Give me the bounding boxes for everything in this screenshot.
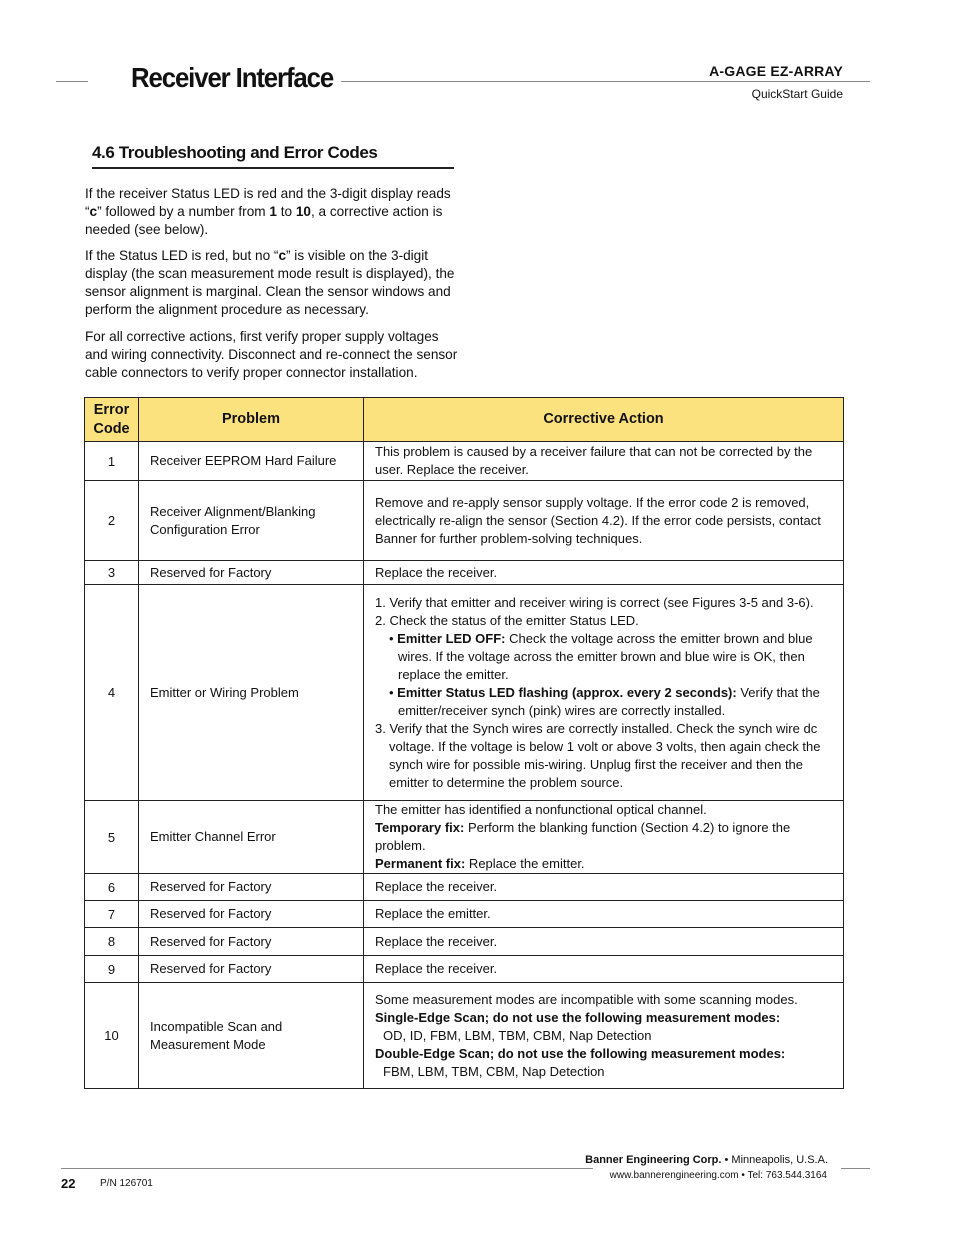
header-corrective-action: Corrective Action	[364, 398, 844, 442]
table-row	[85, 801, 844, 874]
error-code-cell: 5	[85, 801, 139, 874]
page-title: Receiver Interface	[131, 62, 334, 93]
action-cell: Replace the receiver.	[364, 956, 844, 983]
problem-cell: Reserved for Factory	[139, 901, 364, 928]
error-code-cell: 2	[85, 481, 139, 561]
error-code-cell: 6	[85, 874, 139, 901]
page-number: 22	[61, 1176, 76, 1191]
error-code-cell: 8	[85, 928, 139, 956]
action-step-3: 3. Verify that the Synch wires are correctly installed. Check the synch wire dc	[375, 720, 818, 736]
action-cell: Replace the receiver.	[364, 928, 844, 956]
problem-cell: Receiver Alignment/Blanking Configuration Error	[139, 481, 364, 561]
intro-paragraph-1: If the receiver Status LED is red and the 3-digit display reads “c” followed by a number from 1 to 10, a corrective action is needed (see below).	[85, 186, 451, 237]
table-row	[85, 928, 844, 956]
table-row	[85, 983, 844, 1089]
problem-cell: Emitter or Wiring Problem	[139, 585, 364, 801]
action-cell: Replace the emitter.	[364, 901, 844, 928]
footer-rule-left	[61, 1168, 593, 1169]
table-row	[85, 956, 844, 983]
problem-cell: Reserved for Factory	[139, 874, 364, 901]
error-code-cell: 7	[85, 901, 139, 928]
problem-cell: Receiver EEPROM Hard Failure	[139, 442, 364, 481]
action-bullet-1: • Emitter LED OFF: Check the voltage across the emitter brown and blue wires. If the voltage across the emitter brown and blue wire is OK, then replace the emitter.	[389, 630, 813, 682]
footer-contact: www.bannerengineering.com • Tel: 763.544.3164	[609, 1170, 827, 1181]
problem-cell: Incompatible Scan and Measurement Mode	[139, 983, 364, 1089]
action-cell: Some measurement modes are incompatible with some scanning modes. Single-Edge Scan; do not use the following measurement modes: OD, ID, FBM, LBM, TBM, CBM, Nap Detection Double-Edge Scan; do not use the following measurement modes: FBM, LBM, TBM, CBM, Nap Detection	[364, 983, 844, 1089]
header-rule-left	[56, 81, 88, 82]
header-rule-right	[341, 81, 870, 82]
action-step-1: 1. Verify that emitter and receiver wiring is correct (see Figures 3-5 and 3-6).	[375, 594, 814, 610]
error-code-cell: 1	[85, 442, 139, 481]
header-problem: Problem	[139, 398, 364, 442]
action-cell: Replace the receiver.	[364, 874, 844, 901]
product-name: A-GAGE EZ-ARRAY	[709, 63, 843, 79]
table-row	[85, 874, 844, 901]
action-step-2: 2. Check the status of the emitter Status LED.	[375, 612, 639, 628]
problem-cell: Reserved for Factory	[139, 956, 364, 983]
part-number: P/N 126701	[100, 1178, 153, 1189]
action-cell: This problem is caused by a receiver failure that can not be corrected by the user. Replace the receiver.	[364, 442, 844, 481]
intro-paragraph-2: If the Status LED is red, but no “c” is visible on the 3-digit display (the scan measurement mode result is displayed), the sensor alignment is marginal. Clean the sensor windows and perform the alignment procedure as necessary.	[85, 248, 455, 317]
error-code-table	[84, 397, 844, 1089]
section-heading: 4.6 Troubleshooting and Error Codes	[92, 143, 454, 169]
table-header-row	[85, 398, 844, 442]
table-row	[85, 442, 844, 481]
action-step-3-cont: voltage. If the voltage is below 1 volt or above 3 volts, then again check the synch wire for possible mis-wiring. Unplug first the receiver and then the emitter to determine the problem source.	[389, 738, 821, 790]
table-row	[85, 585, 844, 801]
footer-company: Banner Engineering Corp. • Minneapolis, U.S.A.	[585, 1154, 828, 1166]
action-bullet-2: • Emitter Status LED flashing (approx. every 2 seconds): Verify that the emitter/receiver synch (pink) wires are correctly installed.	[389, 684, 820, 718]
table-row	[85, 481, 844, 561]
error-code-cell: 3	[85, 561, 139, 585]
error-code-cell: 9	[85, 956, 139, 983]
error-code-cell: 4	[85, 585, 139, 801]
table-row	[85, 561, 844, 585]
guide-name: QuickStart Guide	[751, 87, 843, 101]
header-error-code: Error Code	[85, 398, 139, 442]
action-cell: The emitter has identified a nonfunctional optical channel. Temporary fix: Perform the blanking function (Section 4.2) to ignore the problem. Permanent fix: Replace the emitter.	[364, 801, 844, 874]
problem-cell: Emitter Channel Error	[139, 801, 364, 874]
table-row	[85, 901, 844, 928]
action-cell: Replace the receiver.	[364, 561, 844, 585]
problem-cell: Reserved for Factory	[139, 928, 364, 956]
problem-cell: Reserved for Factory	[139, 561, 364, 585]
error-code-cell: 10	[85, 983, 139, 1089]
action-cell: Remove and re-apply sensor supply voltage. If the error code 2 is removed, electrically re-align the sensor (Section 4.2). If the error code persists, contact Banner for further problem-solving techniques.	[364, 481, 844, 561]
intro-paragraph-3: For all corrective actions, first verify proper supply voltages and wiring connectivity. Disconnect and re-connect the sensor cable connectors to verify proper connector installation.	[85, 329, 458, 380]
action-cell	[364, 585, 844, 801]
footer-rule-right	[841, 1168, 870, 1169]
